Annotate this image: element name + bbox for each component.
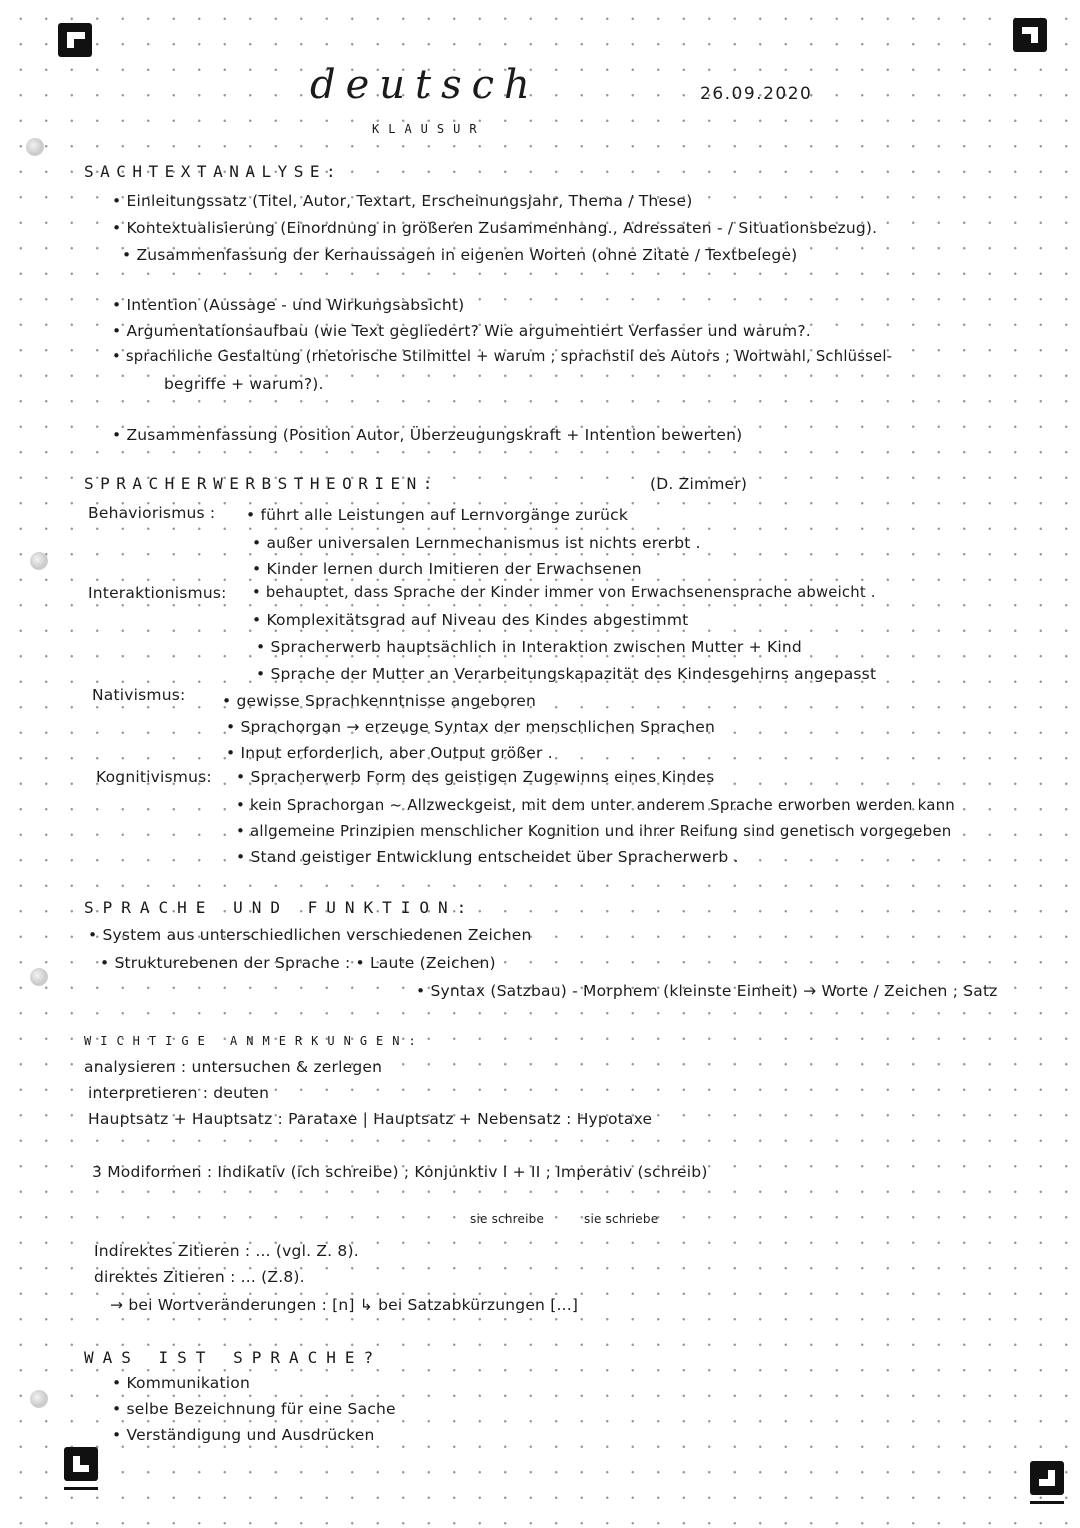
funktion-heading: SPRACHE UND FUNKTION: — [84, 898, 476, 917]
list-item: • Sprachorgan → erzeuge Syntax der menschlichen Sprachen — [226, 718, 716, 736]
list-item: • behauptet, dass Sprache der Kinder immer von Erwachsenensprache abweicht . — [252, 584, 876, 601]
kognitivismus-label: Kognitivismus: — [96, 768, 212, 786]
list-item: • kein Sprachorgan ~ Allzweckgeist, mit dem unter anderem Sprache erworben werden kann — [236, 796, 955, 814]
anmerkung-note: sie schreibe — [470, 1212, 545, 1226]
list-item: • Kontextualisierung (Einordnung in größeren Zusammenhang., Adressaten - / Situationsbezug). — [112, 219, 878, 237]
anmerkung-note: sie schriebe — [584, 1212, 659, 1226]
corner-tick-bottom-left — [64, 1487, 98, 1490]
anmerkungen-heading: WICHTIGE ANMERKUNGEN: — [84, 1034, 425, 1048]
sachtext-heading: SACHTEXTANALYSE: — [84, 162, 343, 181]
corner-tick-bottom-right — [1030, 1501, 1064, 1504]
spracherwerb-heading: SPRACHERWERBSTHEORIEN: — [84, 474, 439, 493]
list-item: • sprachliche Gestaltung (rhetorische Stilmittel + warum ; sprachstil des Autors ; Wortwahl, Schlüssel- — [112, 348, 893, 365]
list-item: • gewisse Sprachkenntnisse angeboren — [222, 692, 536, 710]
funktion-line: • System aus unterschiedlichen verschiedenen Zeichen — [88, 926, 532, 944]
spracherwerb-author: (D. Zimmer) — [650, 475, 748, 493]
was-ist-heading: WAS IST SPRACHE? — [84, 1348, 383, 1367]
interaktionismus-label: Interaktionismus: — [88, 584, 227, 602]
page-date: 26.09.2020 — [700, 84, 813, 104]
list-item: • Kinder lernen durch Imitieren der Erwachsenen — [252, 560, 642, 578]
anmerkung-line: Hauptsatz + Hauptsatz : Parataxe | Hauptsatz + Nebensatz : Hypotaxe — [88, 1110, 653, 1128]
corner-marker-top-right — [1013, 18, 1047, 52]
punch-hole — [26, 138, 44, 156]
list-item: • führt alle Leistungen auf Lernvorgänge zurück — [246, 506, 629, 524]
list-item: • selbe Bezeichnung für eine Sache — [112, 1400, 396, 1418]
corner-marker-bottom-right — [1030, 1461, 1064, 1495]
page-title: deutsch — [310, 62, 540, 108]
anmerkung-line: Indirektes Zitieren : ... (vgl. Z. 8). — [94, 1242, 359, 1260]
list-item: • allgemeine Prinzipien menschlicher Kognition und ihrer Reifung sind genetisch vorgegeben — [236, 822, 952, 840]
punch-hole — [30, 1390, 48, 1408]
anmerkung-line: → bei Wortveränderungen : [n] ↳ bei Satzabkürzungen [...] — [110, 1296, 579, 1314]
list-item: • Kommunikation — [112, 1374, 250, 1392]
corner-marker-top-left — [58, 23, 92, 57]
page-subtitle: KLAUSUR — [372, 122, 486, 136]
anmerkung-line: direktes Zitieren : ... (Z.8). — [94, 1268, 305, 1286]
behaviorismus-label: Behaviorismus : — [88, 504, 216, 522]
list-item: • Sprache der Mutter an Verarbeitungskapazität des Kindesgehirns angepasst — [256, 665, 877, 683]
list-item: begriffe + warum?). — [164, 375, 324, 393]
anmerkung-line: interpretieren : deuten — [88, 1084, 270, 1102]
list-item: • Argumentationsaufbau (wie Text gegliedert? Wie argumentiert Verfasser und warum?. — [112, 322, 811, 340]
punch-hole — [30, 552, 48, 570]
list-item: • Zusammenfassung der Kernaussagen in eigenen Worten (ohne Zitate / Textbelege) — [122, 246, 798, 264]
punch-hole — [30, 968, 48, 986]
list-item: • außer universalen Lernmechanismus ist nichts ererbt . — [252, 534, 701, 552]
anmerkung-line: analysieren : untersuchen & zerlegen — [84, 1058, 383, 1076]
funktion-line: • Strukturebenen der Sprache : • Laute (Zeichen) — [100, 954, 496, 972]
list-item: • Spracherwerb hauptsächlich in Interaktion zwischen Mutter + Kind — [256, 638, 802, 656]
nativismus-label: Nativismus: — [92, 686, 186, 704]
list-item: • Spracherwerb Form des geistigen Zugewinns eines Kindes — [236, 768, 715, 786]
funktion-line: • Syntax (Satzbau) - Morphem (kleinste Einheit) → Worte / Zeichen ; Satz — [416, 982, 998, 1000]
list-item: • Stand geistiger Entwicklung entscheidet über Spracherwerb . — [236, 848, 739, 866]
list-item: • Verständigung und Ausdrücken — [112, 1426, 375, 1444]
list-item: • Input erforderlich, aber Output größer . — [226, 744, 553, 762]
list-item: • Komplexitätsgrad auf Niveau des Kindes abgestimmt — [252, 611, 689, 629]
list-item: • Einleitungssatz (Titel, Autor, Textart, Erscheinungsjahr, Thema / These) — [112, 192, 693, 210]
list-item: • Zusammenfassung (Position Autor, Überzeugungskraft + Intention bewerten) — [112, 426, 743, 444]
corner-marker-bottom-left — [64, 1447, 98, 1481]
anmerkung-line: 3 Modiformen : Indikativ (ich schreibe) ; Konjunktiv I + II ; Imperativ (schreib) — [92, 1163, 708, 1181]
list-item: • Intention (Aussage - und Wirkungsabsicht) — [112, 296, 465, 314]
